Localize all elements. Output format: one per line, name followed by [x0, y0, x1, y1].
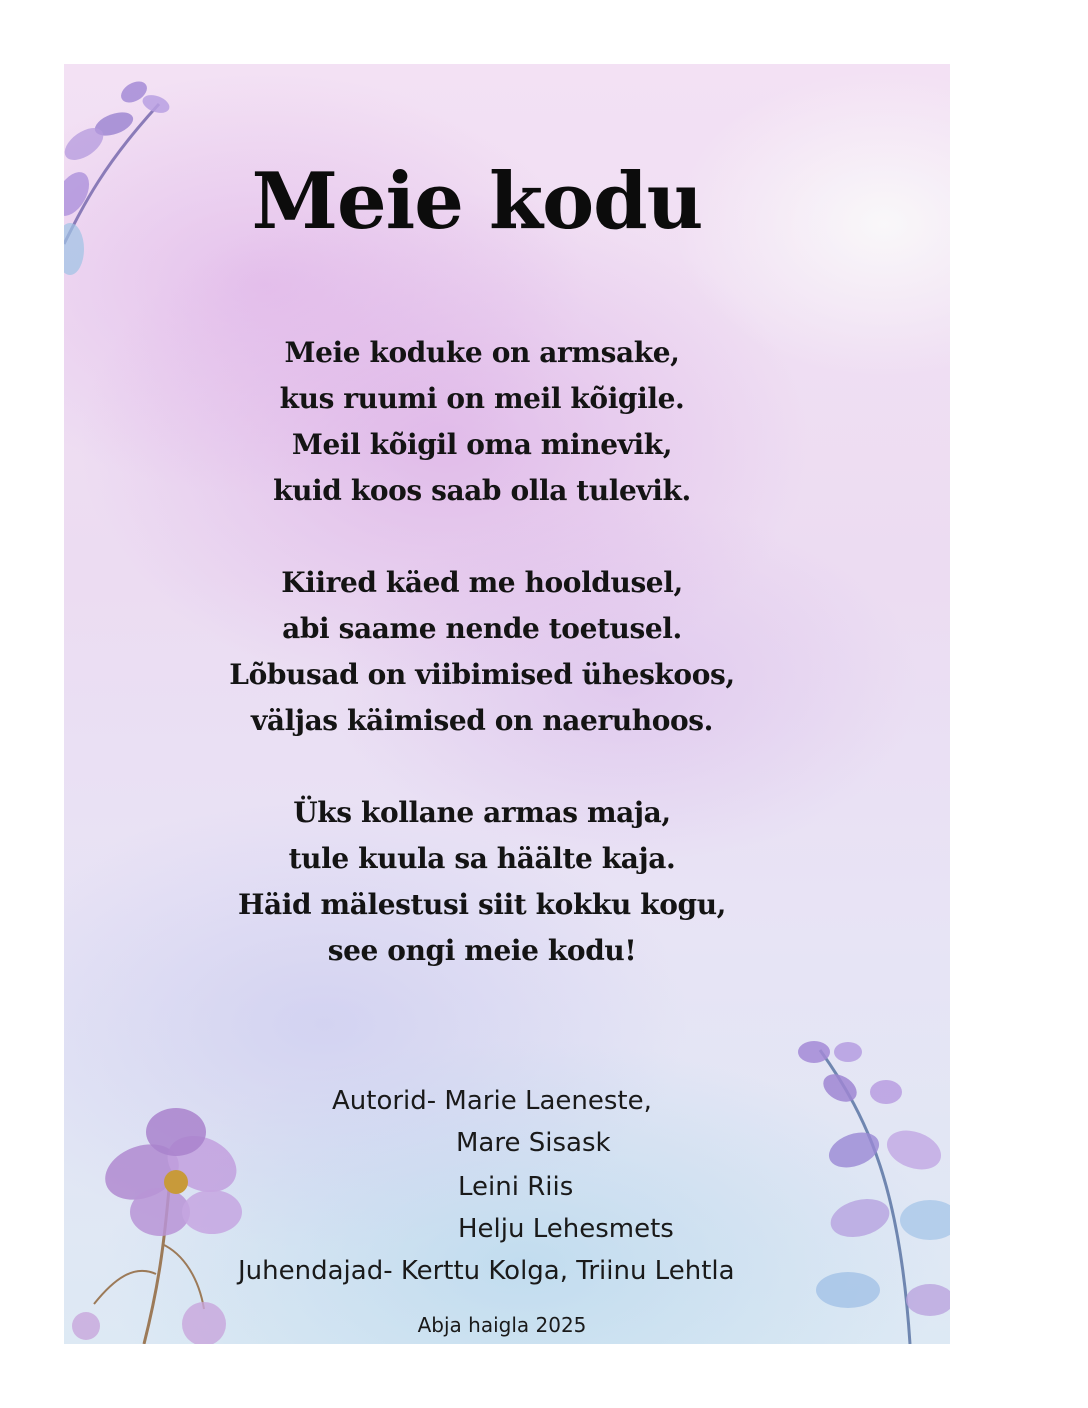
poem-line: Häid mälestusi siit kokku kogu, — [237, 888, 727, 921]
poem-title: Meie kodu — [251, 156, 703, 247]
poem-line: väljas käimised on naeruhoos. — [250, 704, 713, 737]
lilac-flower-icon — [64, 1094, 264, 1344]
stanza-2 — [64, 560, 900, 744]
poem-line: kuid koos saab olla tulevik. — [273, 474, 691, 507]
poem-poster — [64, 64, 950, 1344]
footer-text: Abja haigla 2025 — [417, 1313, 587, 1337]
poem-line: see ongi meie kodu! — [327, 934, 637, 967]
poem-line: tule kuula sa häälte kaja. — [288, 842, 676, 875]
poem-body — [64, 330, 950, 1020]
stanza-3 — [64, 790, 900, 974]
poem-line: Meie koduke on armsake, — [284, 336, 680, 369]
poem-line: Meil kõigil oma minevik, — [291, 428, 673, 461]
authors-line: Autorid- Marie Laeneste, — [332, 1086, 652, 1116]
author-name: Helju Lehesmets — [458, 1214, 674, 1244]
supervisors-line: Juhendajad- Kerttu Kolga, Triinu Lehtla — [238, 1256, 735, 1286]
poem-line: Üks kollane armas maja, — [293, 796, 671, 829]
poem-line: abi saame nende toetusel. — [282, 612, 682, 645]
author-name: Mare Sisask — [456, 1128, 611, 1158]
poem-line: Kiired käed me hooldusel, — [281, 566, 683, 599]
poem-line: kus ruumi on meil kõigile. — [279, 382, 685, 415]
poem-line: Lõbusad on viibimised üheskoos, — [229, 658, 735, 691]
leaf-branch-icon — [790, 1030, 950, 1344]
author-name: Leini Riis — [458, 1172, 574, 1202]
stanza-1 — [64, 330, 900, 514]
